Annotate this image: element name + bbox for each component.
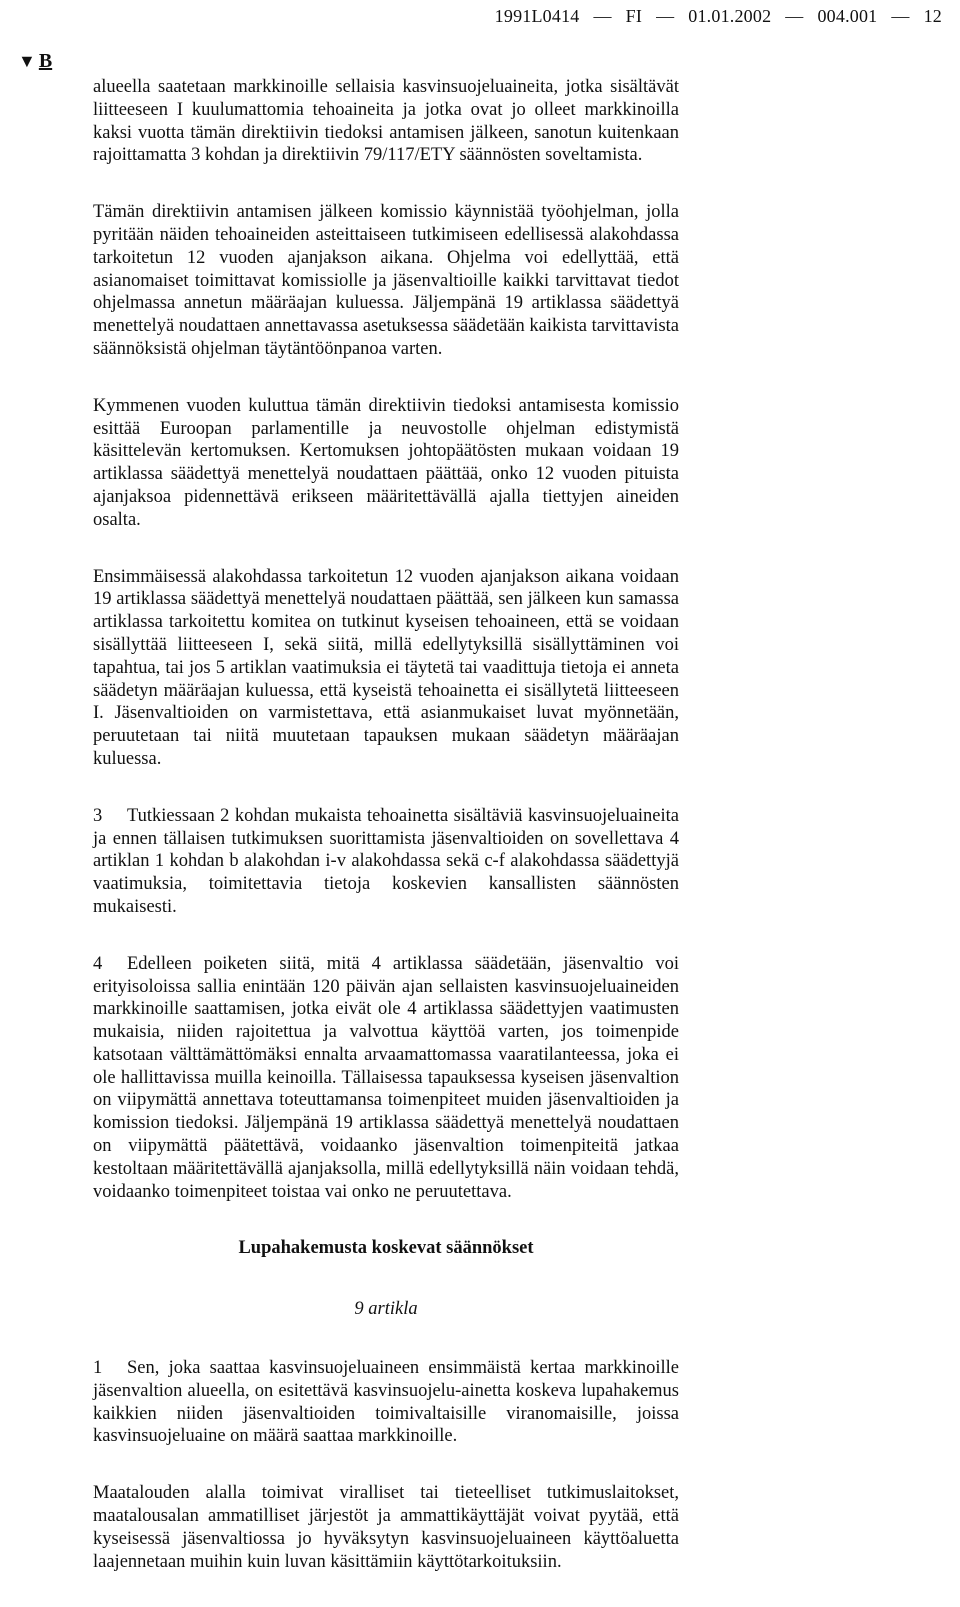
header-separator: —	[891, 6, 910, 26]
paragraph-text: Edelleen poiketen siitä, mitä 4 artiklassa säädetään, jäsenvaltio voi erityisoloissa sallia enintään 120 päivän ajan sellaisten kasvinsuojeluaineiden markkinoille saattamisen, jotka eivät ole 4 artiklassa säädettyjen vaatimusten mukaisia, niiden rajoitettua ja valvottua käyttöä varten, jos toimenpide katsotaan välttämättömäksi ennalta arvaamattomassa vaaratilanteessa, joka ei ole hallittavissa muilla keinoilla. Tällaisessa tapauksessa kyseisen jäsenvaltion on viipymättä annettava toteuttamansa toimenpiteet muiden jäsenvaltioiden ja komission tiedoksi. Jäljempänä 19 artiklassa säädettyä menettelyä noudattaen on viipymättä päätettävä, voidaanko jäsenvaltion toimenpiteitä jatkaa kestoltaan määritettävällä ajanjaksolla, millä edellytyksillä näin voidaan tehdä, voidaanko toimenpiteet toistaa vai onko ne peruutettava.	[93, 953, 679, 1202]
triangle-down-icon: ▼	[18, 51, 36, 71]
document-id: 1991L0414	[494, 6, 580, 26]
numbered-paragraph	[93, 953, 679, 1204]
paragraph: Tämän direktiivin antamisen jälkeen komissio käynnistää työohjelman, jolla pyritään näiden tehoaineiden asteittaiseen tutkimiseen edellisessä alakohdassa tarkoitetun 12 vuoden ajanjakson aikana. Ohjelma voi edellyttää, että asianomaiset toimittavat komissiolle ja jäsenvaltioille kaikki tarvittavat tiedot ohjelmassa annetun määräajan kuluessa. Jäljempänä 19 artiklassa säädettyä menettelyä noudattaen annettavassa asetuksessa säädetään kaikista tarvittavista säännöksistä ohjelman täytäntöönpanoa varten.	[93, 202, 679, 359]
paragraph-number: 3	[93, 805, 103, 826]
header-separator: —	[785, 6, 804, 26]
page-header	[495, 6, 942, 27]
header-separator: —	[656, 6, 675, 26]
paragraph: Maatalouden alalla toimivat viralliset tai tieteelliset tutkimuslaitokset, maatalousalan ammatilliset järjestöt ja ammattikäyttäjät voivat pyytää, että kyseisessä jäsenvaltiossa jo hyväksytyn kasvinsuojeluaineen käyttöaluetta laajennetaan muihin kuin luvan käsittämiin käyttötarkoituksiin.	[93, 1483, 679, 1572]
paragraph: alueella saatetaan markkinoille sellaisia kasvinsuojeluaineita, jotka sisältävät liitteeseen I kuulumattomia tehoaineita ja jotka ovat jo olleet markkinoilla kaksi vuotta tämän direktiivin tiedoksi antamisen jälkeen, sanotun kuitenkaan rajoittamatta 3 kohdan ja direktiivin 79/117/ETY säännösten soveltamista.	[93, 77, 679, 166]
header-separator: —	[593, 6, 612, 26]
version-number: 004.001	[817, 6, 878, 26]
language-code: FI	[625, 6, 643, 26]
article-title: 9 artikla	[354, 1299, 418, 1320]
paragraph: Kymmenen vuoden kuluttua tämän direktiivin tiedoksi antamisesta komissio esittää Euroopan parlamentille ja neuvostolle ohjelman edistymistä käsittelevän kertomuksen. Kertomuksen johtopäätösten mukaan voidaan 19 artiklassa säädettyä menettelyä noudattaen päättää, onko 12 vuoden pituista ajanjaksoa pidennettävä erikseen määritettävällä ajalla tiettyjen aineiden osalta.	[93, 395, 679, 530]
consolidation-date: 01.01.2002	[688, 6, 772, 26]
numbered-paragraph	[93, 1357, 679, 1448]
numbered-paragraph	[93, 805, 679, 919]
amendment-code: B	[38, 50, 53, 72]
paragraph-number: 4	[93, 953, 103, 974]
paragraph-number: 1	[93, 1358, 103, 1379]
document-body	[93, 76, 679, 1607]
paragraph-text: Sen, joka saattaa kasvinsuojeluaineen ensimmäistä kertaa markkinoille jäsenvaltion alueella, on esitettävä kasvinsuojelu-ainetta koskeva lupahakemus kaikkien niiden jäsenvaltioiden toimivaltaisille viranomaisille, joissa kasvinsuojeluaine on määrä saattaa markkinoille.	[93, 1358, 679, 1447]
page-number: 12	[923, 6, 942, 26]
paragraph-text: Tutkiessaan 2 kohdan mukaista tehoainetta sisältäviä kasvinsuojeluaineita ja ennen tällaisen tutkimuksen suorittamista jäsenvaltioiden on sovellettava 4 artiklan 1 kohdan b alakohdan i-v alakohdassa sekä c-f alakohdassa säädettyjä vaatimuksia, toimitettavia tietoja koskevien kansallisten säännösten mukaisesti.	[93, 805, 679, 917]
section-heading: Lupahakemusta koskevat säännökset	[238, 1238, 534, 1259]
amendment-marker	[18, 50, 52, 73]
paragraph: Ensimmäisessä alakohdassa tarkoitetun 12 vuoden ajanjakson aikana voidaan 19 artiklassa säädettyä menettelyä noudattaen päättää, sen jälkeen kun samassa artiklassa tarkoitettu komitea on tutkinut kyseisen tehoaineen, että se voidaan sisällyttää liitteeseen I, sekä siitä, millä edellytyksillä sisällyttäminen voi tapahtua, tai jos 5 artiklan vaatimuksia ei täytetä tai vaadittuja tietoja ei anneta säädetyn määräajan kuluessa, että kyseistä tehoainetta ei sisällytetä liitteeseen I. Jäsenvaltioiden on varmistettava, että asianmukaiset luvat myönnetään, peruutetaan tai niitä muutetaan tapauksen mukaan säädetyn määräajan kuluessa.	[93, 566, 679, 769]
